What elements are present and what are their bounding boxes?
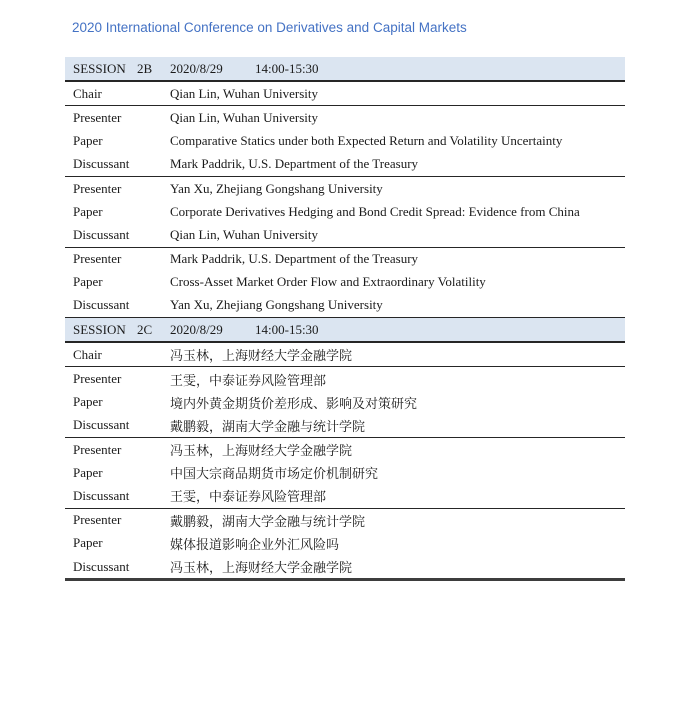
session-header-row-2c — [65, 318, 625, 343]
paper-title: Cross-Asset Market Order Flow and Extraordinary Volatility — [170, 274, 486, 290]
session-code: 2B — [137, 60, 153, 76]
paper-title: 媒体报道影响企业外汇风险吗 — [170, 536, 340, 552]
discussant-name: 冯玉林，上海财经大学金融学院 — [170, 560, 353, 576]
discussant-name: Yan Xu, Zhejiang Gongshang University — [170, 297, 383, 313]
discussant-row — [65, 153, 625, 176]
chair-name: 冯玉林，上海财经大学金融学院 — [170, 348, 353, 364]
discussant-name: Mark Paddrik, U.S. Department of the Treasury — [170, 156, 419, 172]
session-time: 14:00-15:30 — [255, 60, 319, 76]
paper-title: Comparative Statics under both Expected Return and Volatility Uncertainty — [170, 133, 563, 149]
chair-label: Chair — [73, 346, 102, 362]
presenter-name: 王雯，中泰证券风险管理部 — [170, 372, 327, 388]
presenter-row — [65, 367, 625, 390]
session-date: 2020/8/29 — [170, 60, 223, 76]
chair-name: Qian Lin, Wuhan University — [170, 85, 318, 101]
paper-label: Paper — [73, 394, 103, 410]
paper-row — [65, 200, 625, 223]
discussant-label: Discussant — [73, 417, 130, 433]
session-label: SESSION — [73, 321, 126, 337]
talk-group — [65, 509, 625, 579]
presenter-label: Presenter — [73, 180, 122, 196]
discussant-name: 王雯，中泰证券风险管理部 — [170, 489, 327, 505]
session-date: 2020/8/29 — [170, 321, 223, 337]
presenter-label: Presenter — [73, 371, 122, 387]
paper-row — [65, 130, 625, 153]
paper-label: Paper — [73, 535, 103, 551]
presenter-name: Qian Lin, Wuhan University — [170, 109, 318, 125]
conference-schedule-table — [65, 57, 625, 581]
discussant-label: Discussant — [73, 558, 130, 574]
presenter-name: 戴鹏毅，湖南大学金融与统计学院 — [170, 513, 366, 529]
presenter-name: Yan Xu, Zhejiang Gongshang University — [170, 180, 383, 196]
paper-row — [65, 532, 625, 555]
talk-group — [65, 248, 625, 319]
paper-label: Paper — [73, 133, 103, 149]
paper-row — [65, 271, 625, 294]
paper-title: Corporate Derivatives Hedging and Bond Credit Spread: Evidence from China — [170, 203, 580, 219]
discussant-label: Discussant — [73, 156, 130, 172]
presenter-row — [65, 509, 625, 532]
session-label: SESSION — [73, 60, 126, 76]
presenter-name: 冯玉林，上海财经大学金融学院 — [170, 443, 353, 459]
paper-row — [65, 461, 625, 484]
chair-row — [65, 343, 625, 367]
presenter-label: Presenter — [73, 251, 122, 267]
page-title: 2020 International Conference on Derivatives and Capital Markets — [72, 20, 467, 35]
talk-group — [65, 438, 625, 509]
paper-label: Paper — [73, 274, 103, 290]
discussant-label: Discussant — [73, 487, 130, 503]
discussant-name: 戴鹏毅，湖南大学金融与统计学院 — [170, 418, 366, 434]
presenter-label: Presenter — [73, 441, 122, 457]
session-time: 14:00-15:30 — [255, 321, 319, 337]
talk-group — [65, 177, 625, 248]
presenter-label: Presenter — [73, 512, 122, 528]
paper-label: Paper — [73, 203, 103, 219]
chair-row — [65, 82, 625, 106]
discussant-label: Discussant — [73, 226, 130, 242]
discussant-row — [65, 294, 625, 317]
presenter-row — [65, 106, 625, 129]
talk-group — [65, 106, 625, 177]
presenter-row — [65, 177, 625, 200]
discussant-row — [65, 414, 625, 437]
presenter-row — [65, 248, 625, 271]
session-header-row-2b — [65, 57, 625, 82]
talk-group — [65, 367, 625, 438]
chair-label: Chair — [73, 85, 102, 101]
paper-row — [65, 391, 625, 414]
presenter-row — [65, 438, 625, 461]
paper-label: Paper — [73, 464, 103, 480]
discussant-name: Qian Lin, Wuhan University — [170, 226, 318, 242]
session-code: 2C — [137, 321, 153, 337]
presenter-name: Mark Paddrik, U.S. Department of the Treasury — [170, 251, 419, 267]
discussant-label: Discussant — [73, 297, 130, 313]
discussant-row — [65, 484, 625, 507]
presenter-label: Presenter — [73, 109, 122, 125]
discussant-row — [65, 223, 625, 246]
paper-title: 中国大宗商品期货市场定价机制研究 — [170, 466, 379, 482]
paper-title: 境内外黄金期货价差形成、影响及对策研究 — [170, 395, 418, 411]
discussant-row — [65, 555, 625, 578]
